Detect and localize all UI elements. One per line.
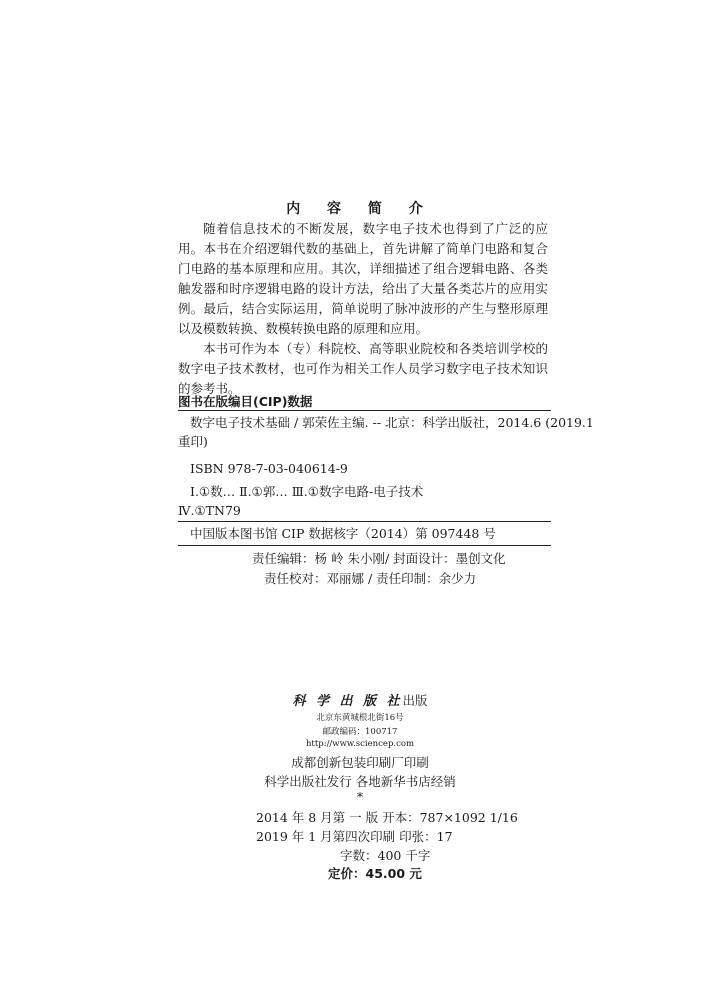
publisher-postcode: 邮政编码：100717 xyxy=(322,727,398,737)
cip-top-rule xyxy=(178,410,551,411)
cip-core-number: 中国版本图书馆 CIP 数据核字（2014）第 097448 号 xyxy=(190,526,496,541)
cip-classification-line-1: Ⅰ.①数… Ⅱ.①郭… Ⅲ.①数字电路-电子技术 xyxy=(190,484,424,499)
publisher-address: 北京东黄城根北街16号 xyxy=(316,713,404,723)
intro-paragraph-1: 随着信息技术的不断发展，数字电子技术也得到了广泛的应用。本书在介绍逻辑代数的基础上，首先讲解了简单门电路和复合门电路的基本原理和应用。其次，详细描述了组合逻辑电路、各类触发器和时序逻辑电路的设计方法，给出了大量各类芯片的应用实例。最后，结合实际运用，简单说明了脉冲波形的产生与整形原理以及模数转换、数模转换电路的原理和应用。 xyxy=(178,221,548,336)
cip-entry xyxy=(178,413,594,451)
printer-line: 成都创新包装印刷厂印刷 xyxy=(291,755,429,770)
credits-editors: 责任编辑：杨 岭 朱小刚/ 封面设计：墨创文化 xyxy=(252,551,506,566)
cip-middle-rule xyxy=(178,521,551,522)
cip-isbn: ISBN 978-7-03-040614-9 xyxy=(190,461,348,476)
cip-entry-line-1: 数字电子技术基础 / 郭荣佐主编. -- 北京：科学出版社，2014.6 (2019.1 xyxy=(190,415,594,430)
publisher-name: 科 学 出 版 社 xyxy=(292,694,403,709)
separator-star: * xyxy=(356,789,364,804)
edition-line: 2014 年 8 月第 一 版 开本：787×1092 1/16 xyxy=(256,810,518,825)
credits-proofreading: 责任校对：邓丽娜 / 责任印制：余少力 xyxy=(264,571,477,586)
publisher-url: http://www.sciencep.com xyxy=(305,739,415,749)
page-title: 内 容 简 介 xyxy=(286,201,434,217)
publisher-suffix: 出版 xyxy=(402,693,428,708)
cip-classification-line-2: Ⅳ.①TN79 xyxy=(178,503,241,518)
cip-entry-line-2: 重印) xyxy=(178,434,208,449)
publisher-line xyxy=(0,690,720,709)
price: 定价：45.00 元 xyxy=(328,866,422,881)
intro-paragraph-2: 本书可作为本（专）科院校、高等职业院校和各类培训学校的数字电子技术教材，也可作为相关工作人员学习数字电子技术知识的参考书。 xyxy=(178,341,548,396)
cip-heading: 图书在版编目(CIP)数据 xyxy=(178,394,313,409)
introduction xyxy=(178,219,548,399)
word-count: 字数：400 千字 xyxy=(340,848,431,863)
printing-line: 2019 年 1 月第四次印刷 印张：17 xyxy=(256,829,453,844)
distribution-line: 科学出版社发行 各地新华书店经销 xyxy=(264,774,456,789)
cip-bottom-rule xyxy=(178,545,551,546)
